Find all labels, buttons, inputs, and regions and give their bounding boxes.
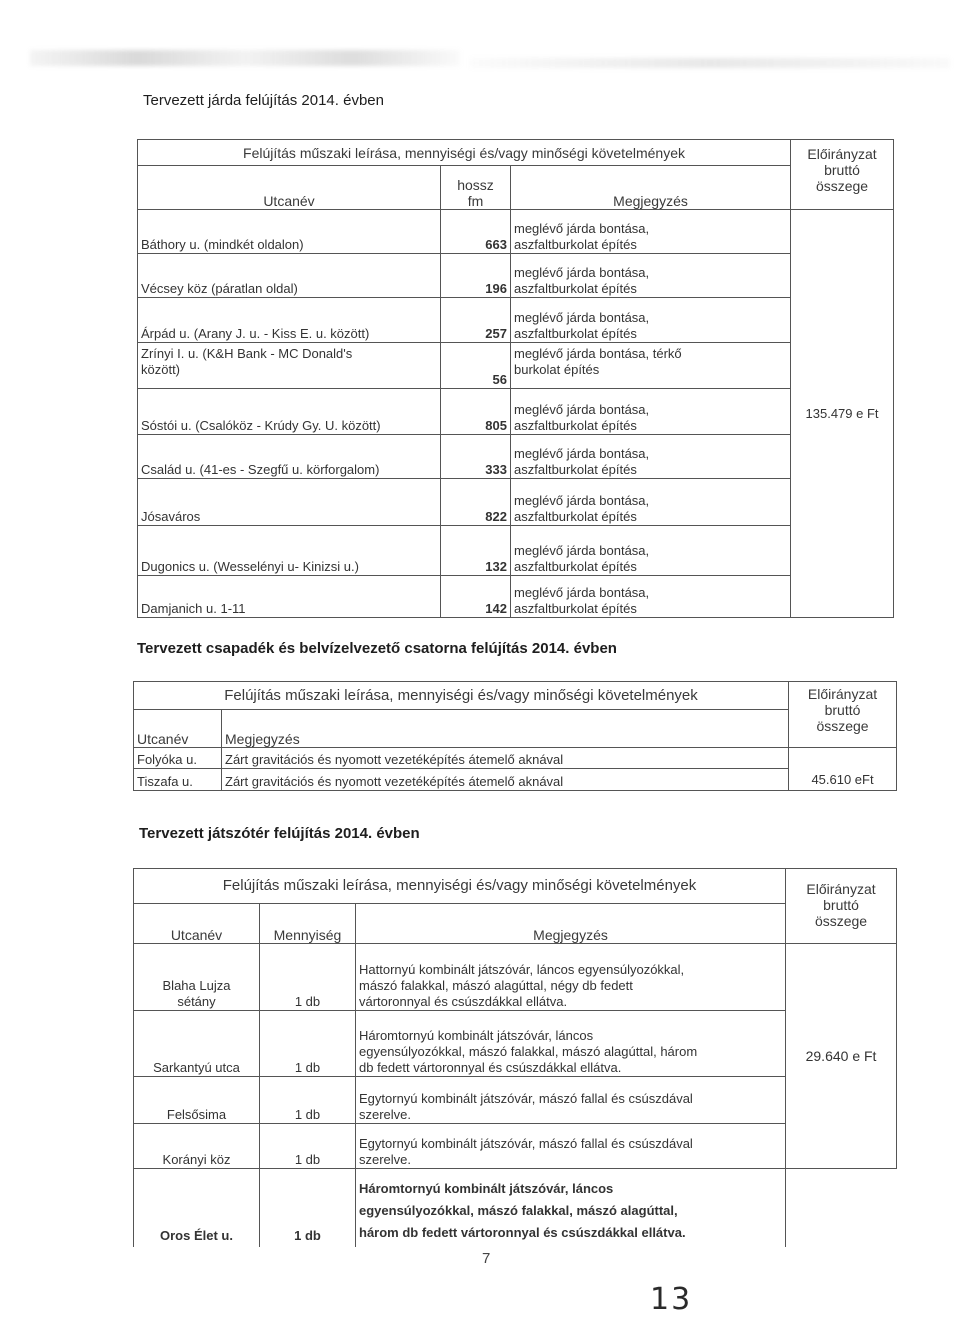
note-line: meglévő járda bontása, xyxy=(514,543,650,558)
playground-budget-header xyxy=(786,869,897,944)
note-line: egyensúlyozókkal, mászó falakkal, mászó alagúttal, xyxy=(359,1202,678,1218)
length-cell: 822 xyxy=(441,479,511,526)
note-line: mászó falakkal, mászó alagúttal, négy db fedett xyxy=(359,978,633,993)
playground-table xyxy=(133,868,897,1247)
qty-cell: 1 db xyxy=(260,1124,356,1169)
budget-header-line: Előirányzat xyxy=(807,146,877,162)
sidewalk-header-span: Felújítás műszaki leírása, mennyiségi és/vagy minőségi követelmények xyxy=(138,140,791,166)
col-header-length-label: hossz xyxy=(457,177,494,193)
table-row xyxy=(138,343,894,389)
qty-cell: 1 db xyxy=(260,1169,356,1247)
note-cell xyxy=(511,576,791,618)
table-row xyxy=(138,210,894,254)
note-line: szerelve. xyxy=(359,1152,412,1167)
scan-artifact xyxy=(30,50,460,66)
note-line: db fedett vártoronnyal és csúszdákkal ellátva. xyxy=(359,1060,622,1075)
note-line: meglévő járda bontása, xyxy=(514,265,650,280)
drainage-table xyxy=(133,681,897,791)
note-line: Háromtornyú kombinált játszóvár, láncos xyxy=(359,1028,594,1043)
budget-header-line: összege xyxy=(815,178,869,194)
street-cell: Felsősima xyxy=(134,1077,260,1124)
street-cell: Család u. (41-es - Szegfű u. körforgalom) xyxy=(138,435,441,479)
street-cell: Vécsey köz (páratlan oldal) xyxy=(138,254,441,298)
length-cell: 333 xyxy=(441,435,511,479)
note-line: meglévő járda bontása, xyxy=(514,221,650,236)
qty-cell: 1 db xyxy=(260,944,356,1011)
note-line: aszfaltburkolat építés xyxy=(514,462,637,477)
budget-header-line: összege xyxy=(816,718,869,734)
note-line: egyensúlyozókkal, mászó falakkal, mászó alagúttal, három xyxy=(359,1044,698,1059)
scan-artifact xyxy=(470,58,950,68)
note-cell xyxy=(356,1011,786,1077)
length-cell: 663 xyxy=(441,210,511,254)
note-line: aszfaltburkolat építés xyxy=(514,601,637,616)
note-line: burkolat építés xyxy=(514,362,600,377)
table-row xyxy=(134,1124,897,1169)
length-cell: 56 xyxy=(441,343,511,389)
col-header-street: Utcanév xyxy=(134,710,222,748)
note-line: meglévő járda bontása, xyxy=(514,446,650,461)
note-line: Hattornyú kombinált játszóvár, láncos egyensúlyozókkal, xyxy=(359,962,685,977)
col-header-street: Utcanév xyxy=(138,166,441,210)
budget-header-line: bruttó xyxy=(823,897,859,913)
note-line: meglévő járda bontása, xyxy=(514,310,650,325)
street-line: között) xyxy=(141,362,181,377)
col-header-unit-label: fm xyxy=(467,193,484,209)
sidewalk-budget-header xyxy=(791,140,894,210)
table-row xyxy=(138,389,894,435)
note-line: aszfaltburkolat építés xyxy=(514,281,637,296)
street-cell: Oros Élet u. xyxy=(134,1169,260,1247)
drainage-section-title: Tervezett csapadék és belvízelvezető csatorna felújítás 2014. évben xyxy=(137,640,617,657)
budget-header-line: összege xyxy=(814,913,868,929)
note-line: szerelve. xyxy=(359,1107,412,1122)
table-row xyxy=(134,1011,897,1077)
note-line: aszfaltburkolat építés xyxy=(514,559,637,574)
note-line: aszfaltburkolat építés xyxy=(514,418,637,433)
note-cell xyxy=(511,435,791,479)
street-cell: Árpád u. (Arany J. u. - Kiss E. u. között) xyxy=(138,298,441,343)
qty-cell: 1 db xyxy=(260,1077,356,1124)
street-cell: Tiszafa u. xyxy=(134,769,222,791)
note-cell xyxy=(511,479,791,526)
note-line: meglévő járda bontása, xyxy=(514,585,650,600)
note-cell xyxy=(356,1077,786,1124)
budget-header-line: bruttó xyxy=(824,162,860,178)
street-line: Zrínyi I. u. (K&H Bank - MC Donald's xyxy=(141,346,353,361)
sidewalk-section-title: Tervezett járda felújítás 2014. évben xyxy=(143,92,384,109)
note-line: meglévő járda bontása, térkő xyxy=(514,346,682,361)
drainage-header-span: Felújítás műszaki leírása, mennyiségi és/vagy minőségi követelmények xyxy=(134,682,789,710)
note-line: Egytornyú kombinált játszóvár, mászó fallal és csúszdával xyxy=(359,1136,693,1151)
length-cell: 132 xyxy=(441,526,511,576)
empty-cell xyxy=(786,1169,897,1247)
table-row xyxy=(134,748,897,769)
street-cell: Jósaváros xyxy=(138,479,441,526)
drainage-budget-header xyxy=(789,682,897,748)
note-cell: Zárt gravitációs és nyomott vezetéképítés átemelő aknával xyxy=(222,748,789,769)
sidewalk-table xyxy=(137,139,894,618)
note-line: vártoronnyal és csúszdákkal ellátva. xyxy=(359,994,568,1009)
col-header-street: Utcanév xyxy=(134,904,260,944)
table-row xyxy=(134,1077,897,1124)
note-line: Egytornyú kombinált játszóvár, mászó fallal és csúszdával xyxy=(359,1091,693,1106)
table-row xyxy=(134,769,897,791)
col-header-length xyxy=(441,166,511,210)
note-cell xyxy=(511,389,791,435)
street-cell xyxy=(138,343,441,389)
note-cell xyxy=(511,210,791,254)
qty-cell: 1 db xyxy=(260,1011,356,1077)
note-line: meglévő járda bontása, xyxy=(514,402,650,417)
col-header-note: Megjegyzés xyxy=(222,710,789,748)
playground-budget-value: 29.640 e Ft xyxy=(786,944,897,1169)
drainage-budget-value: 45.610 eFt xyxy=(789,748,897,791)
table-row xyxy=(138,435,894,479)
handwritten-page-number: 13 xyxy=(650,1282,693,1317)
street-cell: Korányi köz xyxy=(134,1124,260,1169)
note-line: három db fedett vártoronnyal és csúszdákkal ellátva. xyxy=(359,1224,686,1240)
note-cell xyxy=(511,298,791,343)
table-row xyxy=(134,1169,897,1247)
note-cell xyxy=(356,944,786,1011)
note-line: meglévő járda bontása, xyxy=(514,493,650,508)
sidewalk-budget-value: 135.479 e Ft xyxy=(791,210,894,618)
note-line: Háromtornyú kombinált játszóvár, láncos xyxy=(359,1180,614,1196)
note-cell xyxy=(511,526,791,576)
length-cell: 805 xyxy=(441,389,511,435)
note-cell: Zárt gravitációs és nyomott vezetéképítés átemelő aknával xyxy=(222,769,789,791)
playground-section-title: Tervezett játszótér felújítás 2014. évben xyxy=(139,825,420,842)
note-cell xyxy=(511,343,791,389)
page-number: 7 xyxy=(482,1250,491,1267)
length-cell: 196 xyxy=(441,254,511,298)
playground-header-span: Felújítás műszaki leírása, mennyiségi és/vagy minőségi követelmények xyxy=(134,869,786,904)
street-line: sétány xyxy=(177,994,216,1009)
table-row xyxy=(138,526,894,576)
budget-header-line: bruttó xyxy=(824,702,861,718)
street-cell: Folyóka u. xyxy=(134,748,222,769)
table-row xyxy=(138,254,894,298)
note-line: aszfaltburkolat építés xyxy=(514,237,637,252)
table-row xyxy=(138,479,894,526)
budget-header-line: Előirányzat xyxy=(806,881,876,897)
table-row xyxy=(134,944,897,1011)
note-line: aszfaltburkolat építés xyxy=(514,326,637,341)
note-line: aszfaltburkolat építés xyxy=(514,509,637,524)
col-header-note: Megjegyzés xyxy=(511,166,791,210)
length-cell: 142 xyxy=(441,576,511,618)
budget-header-line: Előirányzat xyxy=(807,686,878,702)
note-cell xyxy=(511,254,791,298)
street-cell xyxy=(134,944,260,1011)
col-header-qty: Mennyiség xyxy=(260,904,356,944)
table-row xyxy=(138,576,894,618)
table-row xyxy=(138,298,894,343)
street-cell: Dugonics u. (Wesselényi u- Kinizsi u.) xyxy=(138,526,441,576)
col-header-note: Megjegyzés xyxy=(356,904,786,944)
street-cell: Sóstói u. (Csalóköz - Krúdy Gy. U. között) xyxy=(138,389,441,435)
street-cell: Damjanich u. 1-11 xyxy=(138,576,441,618)
street-cell: Sarkantyú utca xyxy=(134,1011,260,1077)
street-cell: Báthory u. (mindkét oldalon) xyxy=(138,210,441,254)
note-cell xyxy=(356,1124,786,1169)
length-cell: 257 xyxy=(441,298,511,343)
street-line: Blaha Lujza xyxy=(162,978,231,993)
note-cell xyxy=(356,1169,786,1247)
